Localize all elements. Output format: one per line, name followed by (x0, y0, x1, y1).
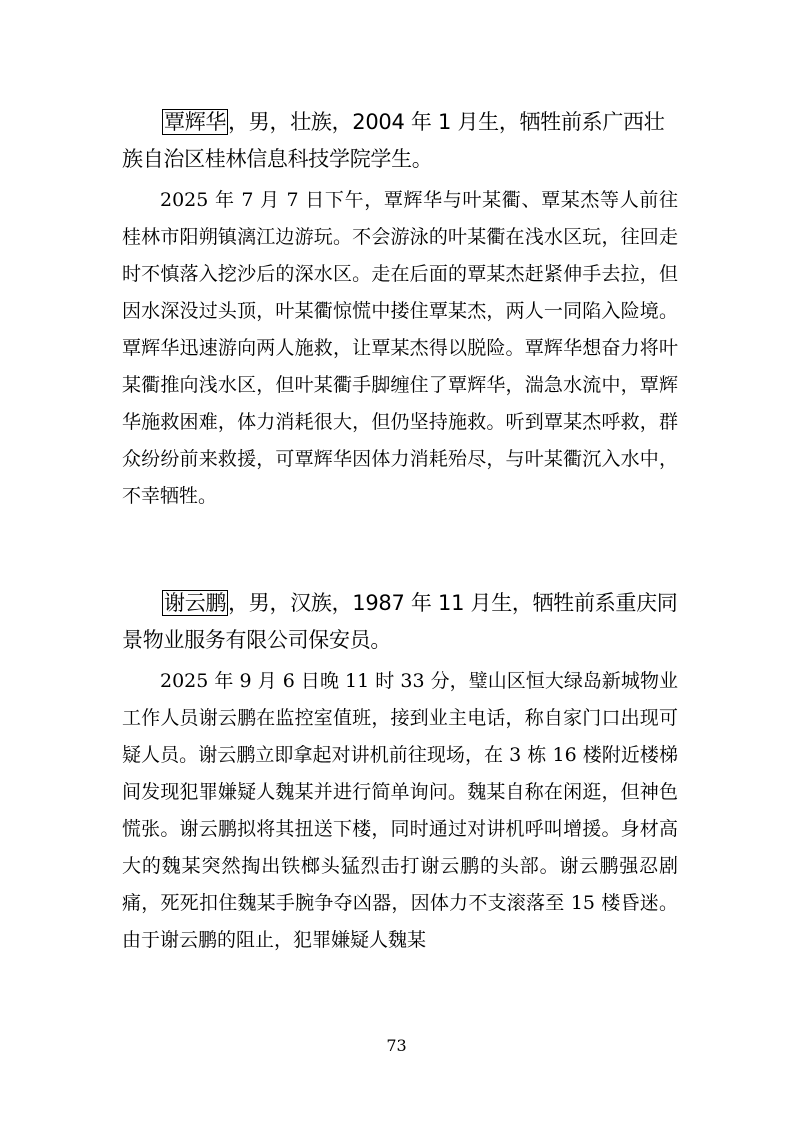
entry-2-intro: ，男，汉族，1987 年 11 月生，牺牲前系重庆同景物业服务有限公司保安员。 (122, 591, 678, 652)
entry-2-story: 2025 年 9 月 6 日晚 11 时 33 分，璧山区恒大绿岛新城物业工作人员谢云鹏在监控室值班，接到业主电话，称自家门口出现可疑人员。谢云鹏立即拿起对讲机前往现场，在 3 栋 16 楼附近楼梯间发现犯罪嫌疑人魏某并进行简单询问。魏某自称在闲逛，但神色慌张。谢云鹏拟将其扭送下楼，同时通过对讲机呼叫增援。身材高大的魏某突然掏出铁榔头猛烈击打谢云鹏的头部。谢云鹏强忍剧痛，死死扣住魏某手腕争夺凶器，因体力不支滚落至 15 楼昏迷。由于谢云鹏的阻止，犯罪嫌疑人魏某 (122, 670, 678, 951)
entry-1-heading (122, 104, 682, 178)
entry-1-story: 2025 年 7 月 7 日下午，覃辉华与叶某衢、覃某杰等人前往桂林市阳朔镇漓江边游玩。不会游泳的叶某衢在浅水区玩，往回走时不慎落入挖沙后的深水区。走在后面的覃某杰赶紧伸手去拉，但因水深没过头顶，叶某衢惊慌中搂住覃某杰，两人一同陷入险境。覃辉华迅速游向两人施救，让覃某杰得以脱险。覃辉华想奋力将叶某衢推向浅水区，但叶某衢手脚缠住了覃辉华，湍急水流中，覃辉华施救困难，体力消耗很大，但仍坚持施救。听到覃某杰呼救，群众纷纷前来救援，可覃辉华因体力消耗殆尽，与叶某衢沉入水中，不幸牺牲。 (122, 189, 678, 507)
entry-2-name: 谢云鹏 (164, 591, 227, 615)
entry-2-heading (122, 585, 682, 659)
entry-1-name: 覃辉华 (164, 110, 227, 134)
page-number: 73 (386, 1036, 407, 1055)
entry-1-intro: ，男，壮族，2004 年 1 月生，牺牲前系广西壮族自治区桂林信息科技学院学生。 (122, 110, 665, 171)
